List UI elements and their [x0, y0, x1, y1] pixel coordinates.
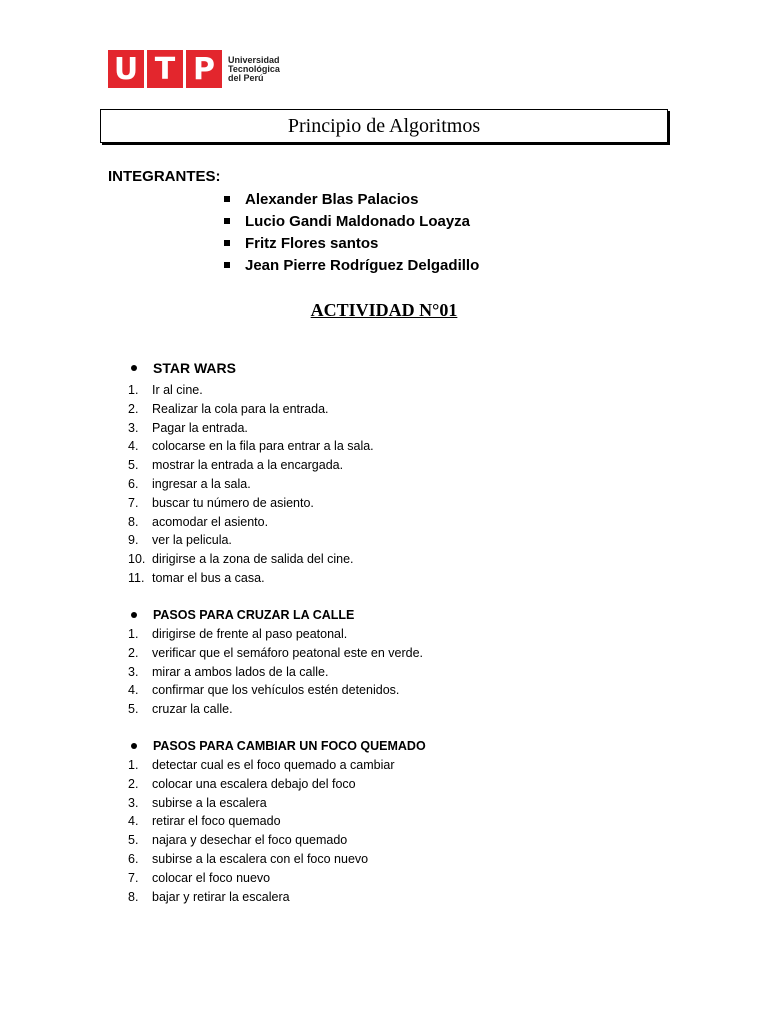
step-text: mostrar la entrada a la encargada.: [152, 458, 344, 473]
step-text: retirar el foco quemado: [152, 814, 281, 829]
logo-letter-t: T: [154, 51, 176, 87]
step-text: Pagar la entrada.: [152, 420, 248, 435]
step-number: 5.: [128, 702, 139, 717]
step-number: 4.: [128, 683, 139, 698]
step-text: bajar y retirar la escalera: [152, 889, 290, 904]
step-item: [128, 494, 374, 513]
logo-text-line: Universidad: [228, 54, 280, 65]
step-item: [128, 625, 423, 644]
step-number: 7.: [128, 495, 139, 510]
step-text: acomodar el asiento.: [152, 514, 269, 529]
step-number: 3.: [128, 664, 139, 679]
step-number: 9.: [128, 533, 139, 548]
step-text: buscar tu número de asiento.: [152, 495, 314, 510]
step-item: [128, 381, 374, 400]
step-item: [128, 775, 395, 794]
section-heading-cruzar-calle: [130, 608, 354, 622]
member-name: Lucio Gandi Maldonado Loayza: [245, 213, 471, 230]
step-item: [128, 794, 395, 813]
step-text: colocar una escalera debajo del foco: [152, 776, 356, 791]
step-text: verificar que el semáforo peatonal este en verde.: [152, 645, 423, 660]
step-item: [128, 569, 374, 588]
step-number: 7.: [128, 870, 139, 885]
member-item: [222, 189, 479, 211]
member-item: [222, 255, 479, 277]
step-number: 6.: [128, 851, 139, 866]
step-text: mirar a ambos lados de la calle.: [152, 664, 329, 679]
step-text: Realizar la cola para la entrada.: [152, 401, 329, 416]
round-bullet-icon: [131, 612, 137, 618]
member-item: [222, 211, 479, 233]
square-bullet-icon: [224, 262, 230, 268]
steps-list-cambiar-foco: [128, 756, 395, 906]
step-item: [128, 700, 423, 719]
utp-logo-mark: [108, 50, 222, 88]
step-number: 3.: [128, 795, 139, 810]
step-text: ingresar a la sala.: [152, 476, 251, 491]
step-item: [128, 400, 374, 419]
square-bullet-icon: [224, 240, 230, 246]
step-item: [128, 756, 395, 775]
logo-letter-p: P: [193, 51, 215, 87]
step-number: 8.: [128, 514, 139, 529]
step-item: [128, 850, 395, 869]
step-number: 6.: [128, 476, 139, 491]
step-number: 3.: [128, 420, 139, 435]
step-number: 11.: [128, 570, 145, 585]
step-item: [128, 513, 374, 532]
step-number: 10.: [128, 552, 146, 567]
member-item: [222, 233, 479, 255]
section-heading-text: PASOS PARA CAMBIAR UN FOCO QUEMADO: [153, 739, 426, 753]
step-text: ver la pelicula.: [152, 533, 232, 548]
step-item: [128, 681, 423, 700]
round-bullet-icon: [131, 743, 137, 749]
step-text: najara y desechar el foco quemado: [152, 833, 348, 848]
step-number: 1.: [128, 758, 139, 772]
step-item: [128, 475, 374, 494]
activity-title: ACTIVIDAD N°01: [310, 300, 458, 320]
step-item: [128, 419, 374, 438]
step-text: tomar el bus a casa.: [152, 570, 265, 585]
step-item: [128, 812, 395, 831]
step-item: [128, 831, 395, 850]
step-number: 5.: [128, 458, 139, 473]
step-text: detectar cual es el foco quemado a cambiar: [152, 758, 395, 772]
steps-list-cruzar-calle: [128, 625, 423, 719]
step-text: colocarse en la fila para entrar a la sala.: [152, 439, 374, 454]
member-name: Jean Pierre Rodríguez Delgadillo: [245, 257, 480, 274]
section-heading-star-wars: [130, 360, 236, 376]
round-bullet-icon: [131, 365, 137, 371]
logo-text-line: Tecnológica: [228, 63, 280, 74]
member-name: Alexander Blas Palacios: [245, 191, 419, 208]
logo-text-line: del Perú: [228, 72, 264, 83]
step-text: cruzar la calle.: [152, 702, 233, 717]
step-item: [128, 531, 374, 550]
step-text: subirse a la escalera: [152, 795, 267, 810]
member-name: Fritz Flores santos: [245, 235, 379, 252]
step-text: colocar el foco nuevo: [152, 870, 271, 885]
step-item: [128, 888, 395, 907]
step-number: 2.: [128, 645, 139, 660]
step-number: 5.: [128, 833, 139, 848]
step-item: [128, 869, 395, 888]
step-text: confirmar que los vehículos estén detenidos.: [152, 683, 400, 698]
integrantes-label: INTEGRANTES:: [108, 168, 221, 185]
steps-list-star-wars: [128, 381, 374, 588]
step-number: 4.: [128, 814, 139, 829]
utp-logo: [108, 50, 280, 88]
step-number: 2.: [128, 776, 139, 791]
section-heading-cambiar-foco: [130, 739, 426, 753]
step-number: 8.: [128, 889, 139, 904]
step-item: [128, 456, 374, 475]
step-number: 4.: [128, 439, 139, 454]
step-item: [128, 437, 374, 456]
logo-text: [228, 56, 280, 83]
square-bullet-icon: [224, 218, 230, 224]
square-bullet-icon: [224, 196, 230, 202]
section-heading-text: STAR WARS: [153, 360, 236, 376]
step-number: 1.: [128, 627, 139, 641]
step-item: [128, 550, 374, 569]
step-text: dirigirse a la zona de salida del cine.: [152, 552, 354, 567]
step-item: [128, 644, 423, 663]
document-title: Principio de Algoritmos: [100, 109, 668, 143]
members-list: [222, 189, 479, 277]
step-text: subirse a la escalera con el foco nuevo: [152, 851, 369, 866]
step-text: dirigirse de frente al paso peatonal.: [152, 627, 348, 641]
section-heading-text: PASOS PARA CRUZAR LA CALLE: [153, 608, 355, 622]
step-item: [128, 663, 423, 682]
step-number: 1.: [128, 383, 139, 397]
logo-letter-u: U: [113, 51, 139, 87]
step-number: 2.: [128, 401, 139, 416]
step-text: Ir al cine.: [152, 383, 203, 397]
